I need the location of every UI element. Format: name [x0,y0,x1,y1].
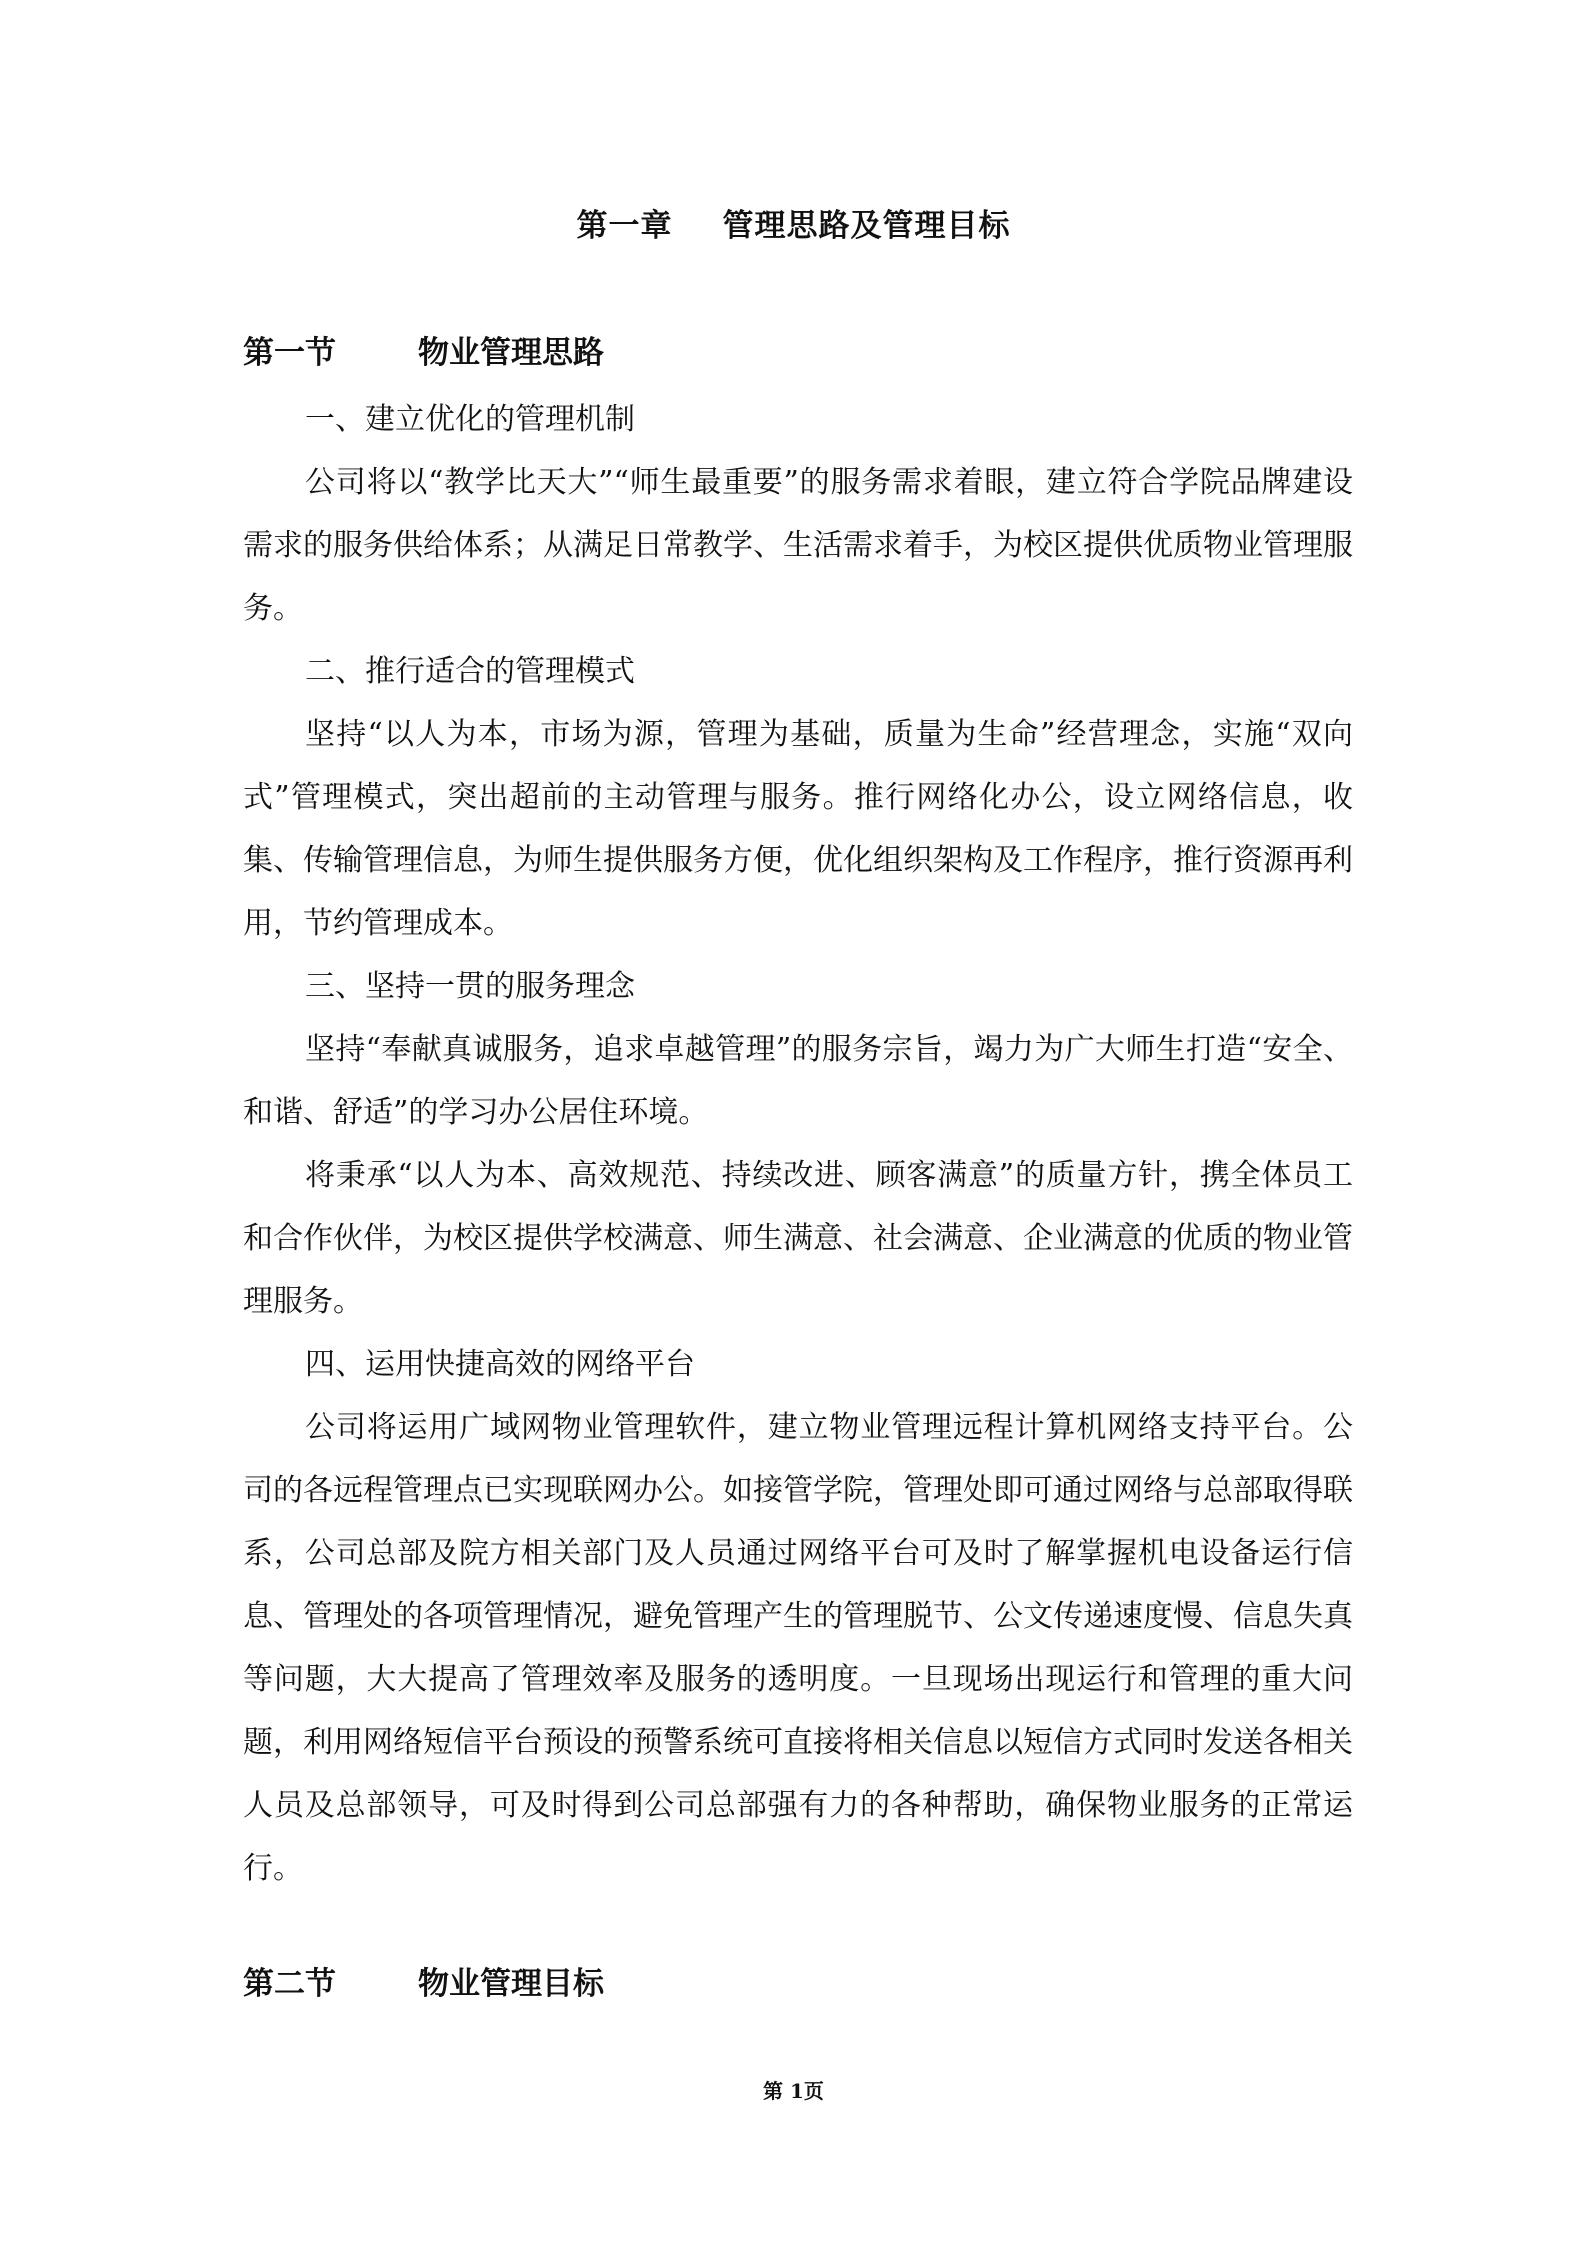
section-heading-1 [243,327,604,372]
paragraph: 公司将运用广域网物业管理软件，建立物业管理远程计算机网络支持平台。公司的各远程管理点已实现联网办公。如接管学院，管理处即可通过网络与总部取得联系，公司总部及院方相关部门及人员通过网络平台可及时了解掌握机电设备运行信息、管理处的各项管理情况，避免管理产生的管理脱节、公文传递速度慢、信息失真等问题，大大提高了管理效率及服务的透明度。一旦现场出现运行和管理的重大问题，利用网络短信平台预设的预警系统可直接将相关信息以短信方式同时发送各相关人员及总部领导，可及时得到公司总部强有力的各种帮助，确保物业服务的正常运行。 [243,1410,1353,1886]
section-heading-2 [243,1958,604,2003]
section-number: 第二节 [243,1966,336,2002]
chapter-title [0,200,1587,245]
subheading: 三、坚持一贯的服务理念 [305,969,635,1004]
paragraph: 坚持“奉献真诚服务，追求卓越管理”的服务宗旨，竭力为广大师生打造“安全、和谐、舒适”的学习办公居住环境。 [243,1032,1353,1130]
body-text [243,388,1353,1900]
subheading: 一、建立优化的管理机制 [305,402,635,437]
section-name: 物业管理思路 [418,335,604,371]
subheading: 四、运用快捷高效的网络平台 [305,1347,695,1382]
chapter-number: 第一章 [576,208,673,244]
section-name: 物业管理目标 [418,1966,604,2002]
paragraph: 公司将以“教学比天大”“师生最重要”的服务需求着眼，建立符合学院品牌建设需求的服务供给体系；从满足日常教学、生活需求着手，为校区提供优质物业管理服务。 [243,465,1353,626]
section-number: 第一节 [243,335,336,371]
paragraph: 将秉承“以人为本、高效规范、持续改进、顾客满意”的质量方针，携全体员工和合作伙伴，为校区提供学校满意、师生满意、社会满意、企业满意的优质的物业管理服务。 [243,1158,1353,1319]
chapter-name: 管理思路及管理目标 [722,208,1011,244]
paragraph: 坚持“以人为本，市场为源，管理为基础，质量为生命”经营理念，实施“双向式”管理模式，突出超前的主动管理与服务。推行网络化办公，设立网络信息，收集、传输管理信息，为师生提供服务方便，优化组织架构及工作程序，推行资源再利用，节约管理成本。 [243,717,1353,941]
subheading: 二、推行适合的管理模式 [305,654,635,689]
page-number: 第 1页 [763,2079,824,2103]
